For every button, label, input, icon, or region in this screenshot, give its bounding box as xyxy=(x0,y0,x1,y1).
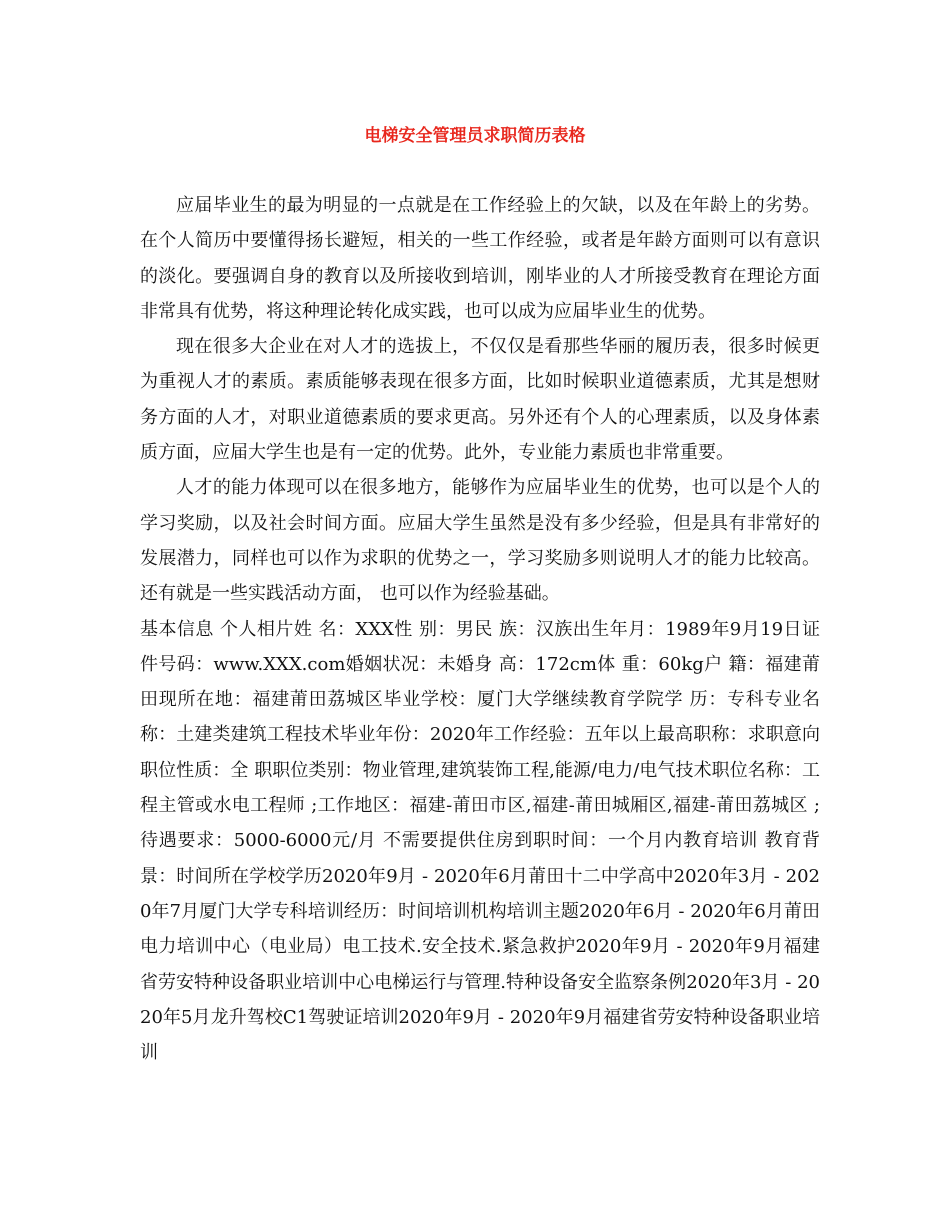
resume-details: 基本信息 个人相片姓 名：XXX性 别：男民 族：汉族出生年月：1989年9月19日证件号码：www.XXX.com婚姻状况：未婚身 高：172cm体 重：60kg户 籍：福建莆田现所在地：福建莆田荔城区毕业学校：厦门大学继续教育学院学 历：专科专业名称：土建类建筑工程技术毕业年份：2020年工作经验：五年以上最高职称：求职意向 职位性质：全 职职位类别：物业管理,建筑装饰工程,能源/电力/电气技术职位名称：工程主管或水电工程师 ;工作地区：福建-莆田市区,福建-莆田城厢区,福建-莆田荔城区 ;待遇要求：5000-6000元/月 不需要提供住房到职时间：一个月内教育培训 教育背景：时间所在学校学历2020年9月 - 2020年6月莆田十二中学高中2020年3月 - 2020年7月厦门大学专科培训经历：时间培训机构培训主题2020年6月 - 2020年6月莆田电力培训中心（电业局）电工技术.安全技术.紧急救护2020年9月 - 2020年9月福建省劳安特种设备职业培训中心电梯运行与管理.特种设备安全监察条例2020年3月 - 2020年5月龙升驾校C1驾驶证培训2020年9月 - 2020年9月福建省劳安特种设备职业培训 xyxy=(140,618,821,1064)
document-body xyxy=(140,188,820,1070)
paragraph-ability: 人才的能力体现可以在很多地方，能够作为应届毕业生的优势，也可以是个人的学习奖励，以及社会时间方面。应届大学生虽然是没有多少经验，但是具有非常好的发展潜力，同样也可以作为求职的优势之一，学习奖励多则说明人才的能力比较高。还有就是一些实践活动方面， 也可以作为经验基础。 xyxy=(140,477,820,605)
document-title: 电梯安全管理员求职简历表格 xyxy=(364,126,586,146)
paragraph-quality: 现在很多大企业在对人才的选拔上，不仅仅是看那些华丽的履历表，很多时候更为重视人才的素质。素质能够表现在很多方面，比如时候职业道德素质，尤其是想财务方面的人才，对职业道德素质的要求更高。另外还有个人的心理素质，以及身体素质方面，应届大学生也是有一定的优势。此外，专业能力素质也非常重要。 xyxy=(140,336,820,464)
paragraph-intro: 应届毕业生的最为明显的一点就是在工作经验上的欠缺，以及在年龄上的劣势。在个人简历中要懂得扬长避短，相关的一些工作经验，或者是年龄方面则可以有意识的淡化。要强调自身的教育以及所接收到培训，刚毕业的人才所接受教育在理论方面非常具有优势，将这种理论转化成实践，也可以成为应届毕业生的优势。 xyxy=(140,195,820,322)
